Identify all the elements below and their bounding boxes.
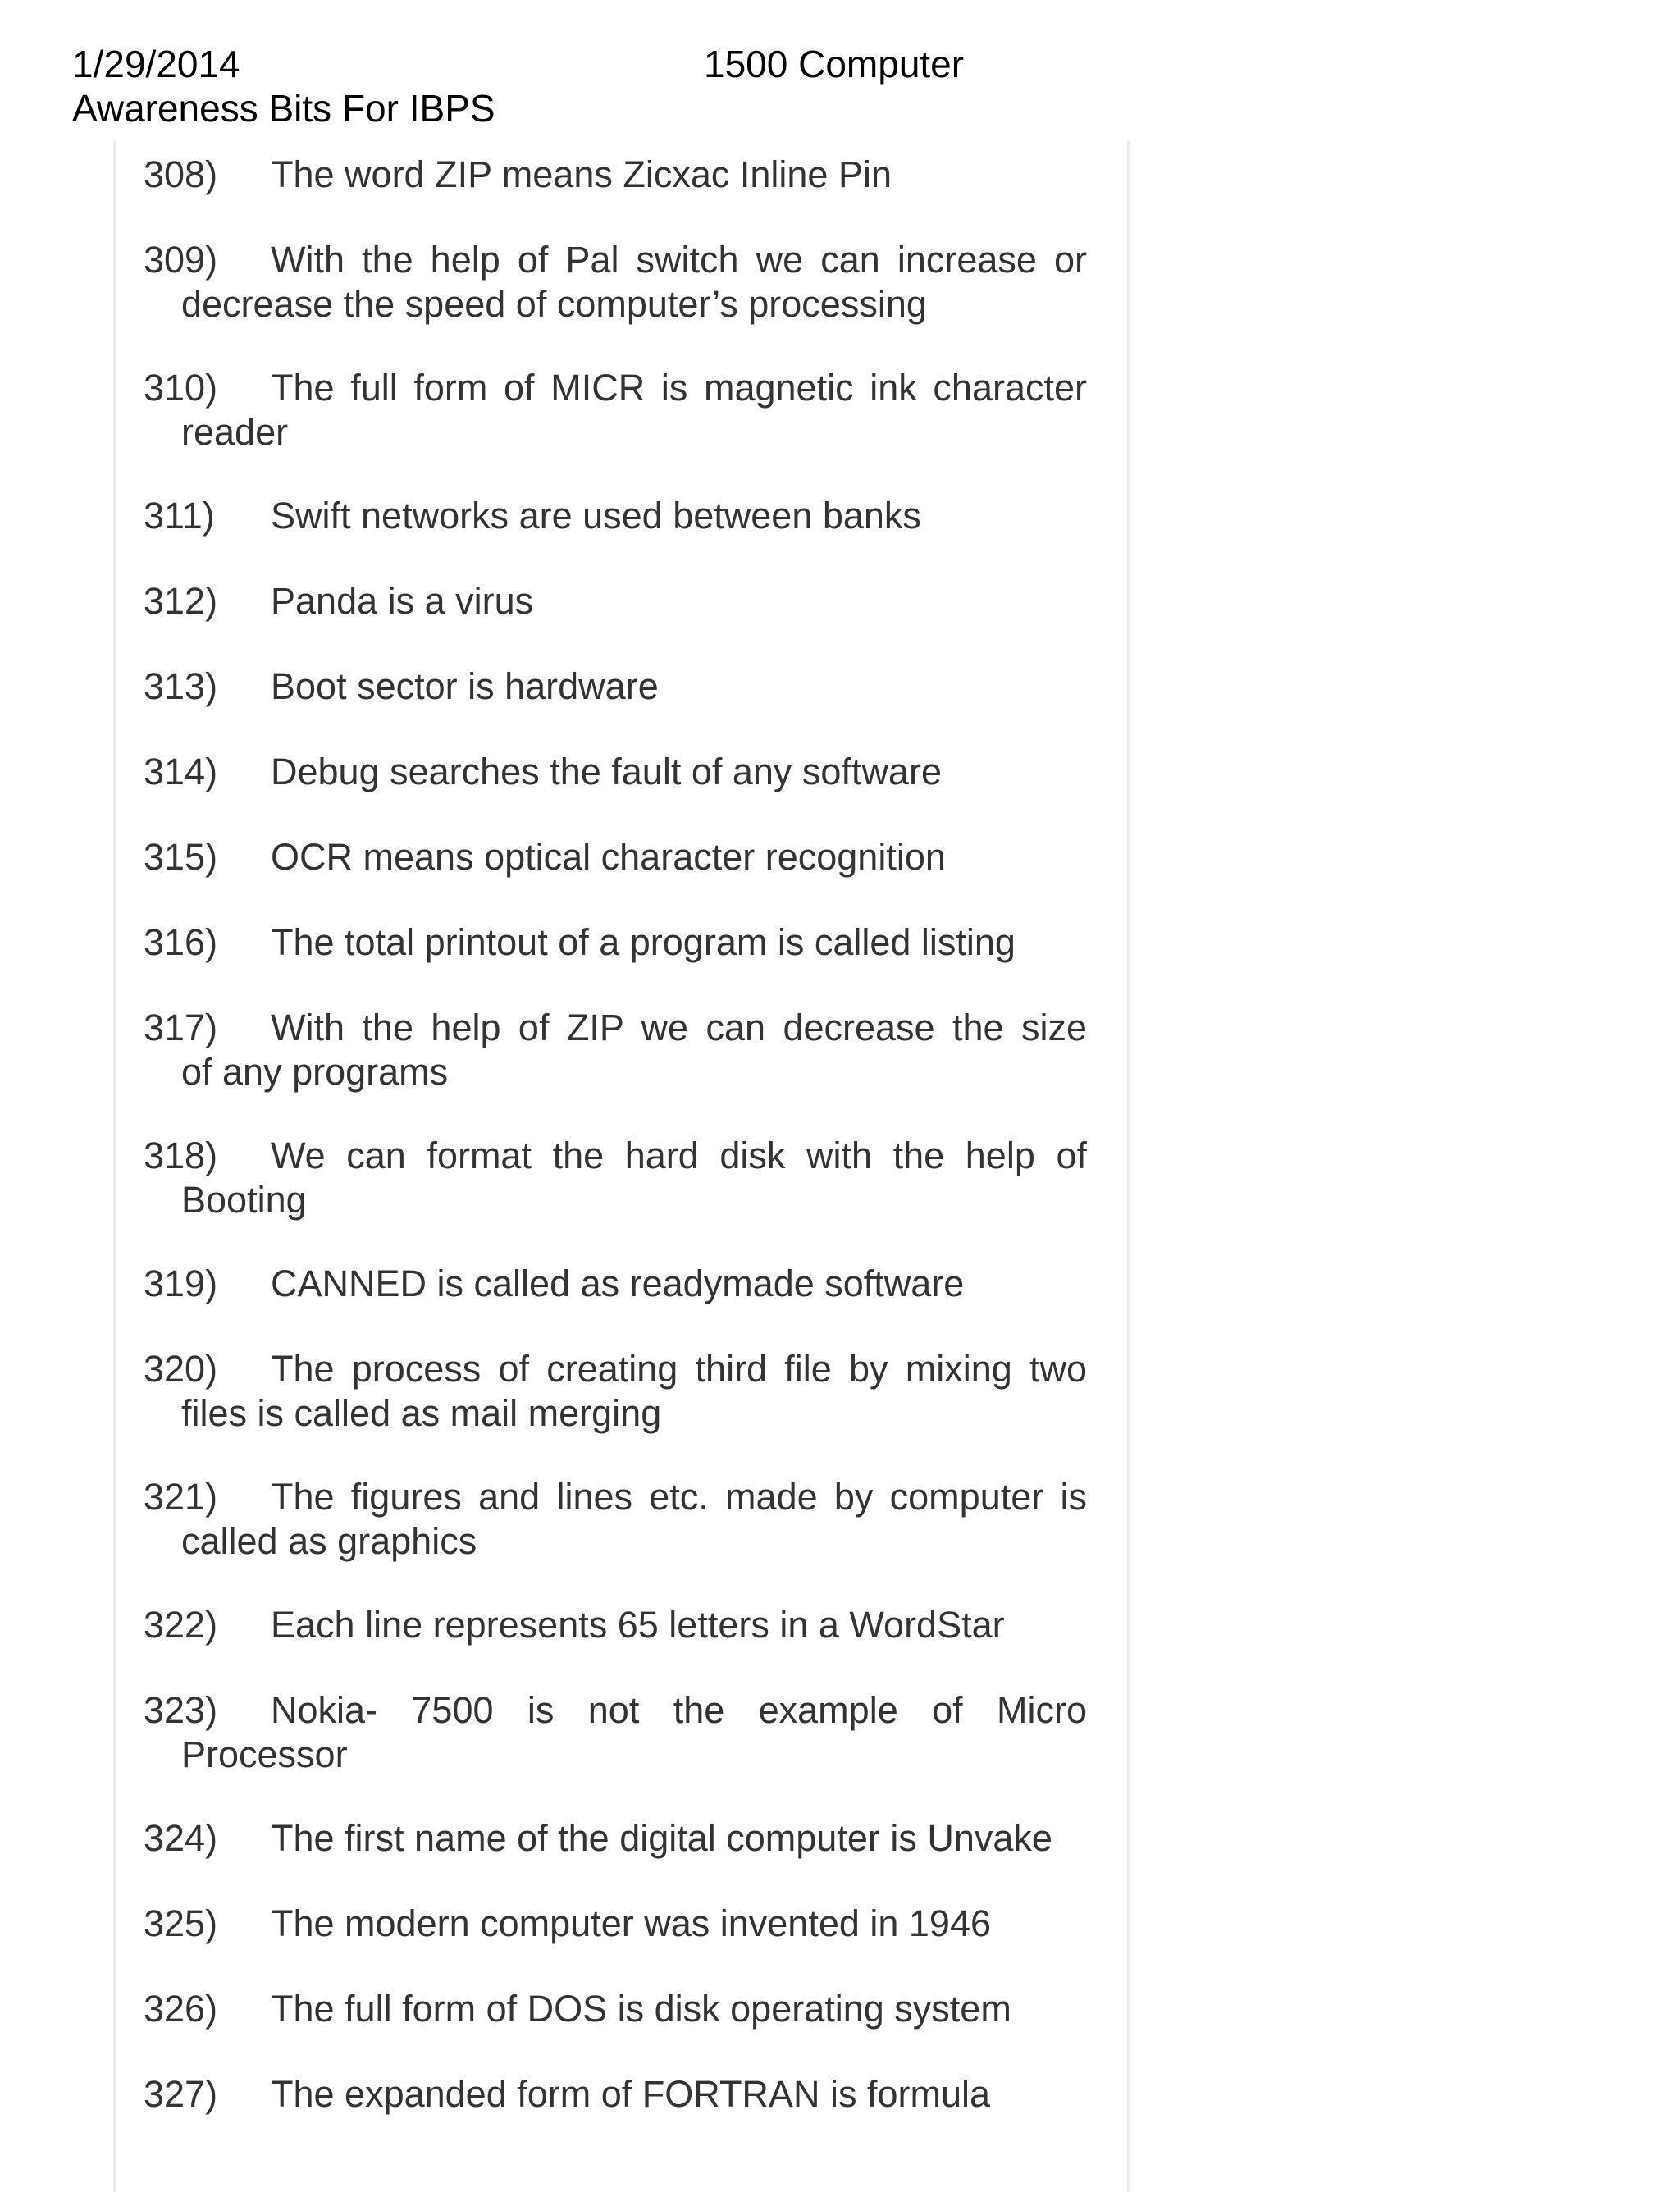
header-title-line2: Awareness Bits For IBPS: [72, 87, 495, 130]
item-text-continued: Booting: [181, 1179, 307, 1221]
item-number: 323): [144, 1689, 218, 1731]
list-item: [144, 494, 1087, 538]
item-number: 327): [144, 2073, 218, 2115]
item-number: 320): [144, 1348, 218, 1390]
header-date: 1/29/2014: [72, 43, 240, 85]
list-item: [144, 1603, 1087, 1647]
item-number: 317): [144, 1007, 218, 1048]
item-text-continued: of any programs: [181, 1051, 449, 1093]
list-item: [144, 1987, 1087, 2031]
item-text: The full form of MICR is magnetic ink character: [271, 367, 1087, 409]
list-item: [144, 920, 1087, 965]
item-text-continued: Processor: [181, 1733, 348, 1775]
item-number: 312): [144, 580, 218, 622]
item-text: The process of creating third file by mixing two: [271, 1348, 1087, 1390]
item-number: 321): [144, 1476, 218, 1518]
list-item: [144, 1134, 1087, 1222]
item-number: 314): [144, 751, 218, 792]
item-text: The expanded form of FORTRAN is formula: [271, 2073, 990, 2115]
item-text: Debug searches the fault of any software: [271, 751, 942, 792]
list-item: [144, 1262, 1087, 1306]
item-text: OCR means optical character recognition: [271, 836, 946, 878]
list-item: [144, 579, 1087, 623]
item-text-continued: files is called as mail merging: [181, 1392, 662, 1434]
item-text: CANNED is called as readymade software: [271, 1263, 965, 1304]
item-text: Swift networks are used between banks: [271, 495, 921, 537]
item-number: 326): [144, 1988, 218, 2030]
item-text: Boot sector is hardware: [271, 665, 659, 707]
item-text: The word ZIP means Zicxac Inline Pin: [271, 153, 892, 195]
item-text: The total printout of a program is called listing: [271, 921, 1016, 963]
item-number: 322): [144, 1604, 218, 1646]
item-text: The figures and lines etc. made by computer is: [271, 1476, 1087, 1518]
item-number: 325): [144, 1902, 218, 1944]
item-number: 324): [144, 1817, 218, 1859]
item-text: We can format the hard disk with the help of: [271, 1135, 1087, 1176]
item-text: The full form of DOS is disk operating system: [271, 1988, 1011, 2030]
item-text: The first name of the digital computer is Unvake: [271, 1817, 1052, 1859]
item-number: 318): [144, 1135, 218, 1176]
item-text-continued: decrease the speed of computer’s processing: [181, 283, 927, 325]
item-number: 316): [144, 921, 218, 963]
header-title-line1: 1500 Computer: [704, 43, 965, 85]
list-item: [144, 366, 1087, 454]
list-item: [144, 750, 1087, 794]
item-number: 319): [144, 1263, 218, 1304]
item-text-continued: called as graphics: [181, 1520, 477, 1562]
item-number: 308): [144, 153, 218, 195]
item-text: With the help of Pal switch we can increase or: [271, 239, 1087, 281]
item-number: 311): [144, 495, 215, 537]
item-text: Panda is a virus: [271, 580, 534, 622]
item-text: Each line represents 65 letters in a WordStar: [271, 1604, 1005, 1646]
item-text: The modern computer was invented in 1946: [271, 1902, 992, 1944]
list-item: [144, 835, 1087, 879]
list-item: [144, 1347, 1087, 1436]
item-text: With the help of ZIP we can decrease the size: [271, 1007, 1087, 1048]
list-item: [144, 1475, 1087, 1564]
item-text-continued: reader: [181, 411, 289, 453]
item-number: 313): [144, 665, 218, 707]
item-text: Nokia- 7500 is not the example of Micro: [271, 1689, 1087, 1731]
item-number: 310): [144, 367, 218, 409]
list-item: [144, 2072, 1087, 2117]
list-item: [144, 664, 1087, 709]
item-number: 315): [144, 836, 218, 878]
list-item: [144, 1688, 1087, 1777]
list-item: [144, 1006, 1087, 1094]
item-number: 309): [144, 239, 218, 281]
list-item: [144, 238, 1087, 327]
list-item: [144, 153, 1087, 197]
list-item: [144, 1816, 1087, 1861]
list-item: [144, 1902, 1087, 1946]
